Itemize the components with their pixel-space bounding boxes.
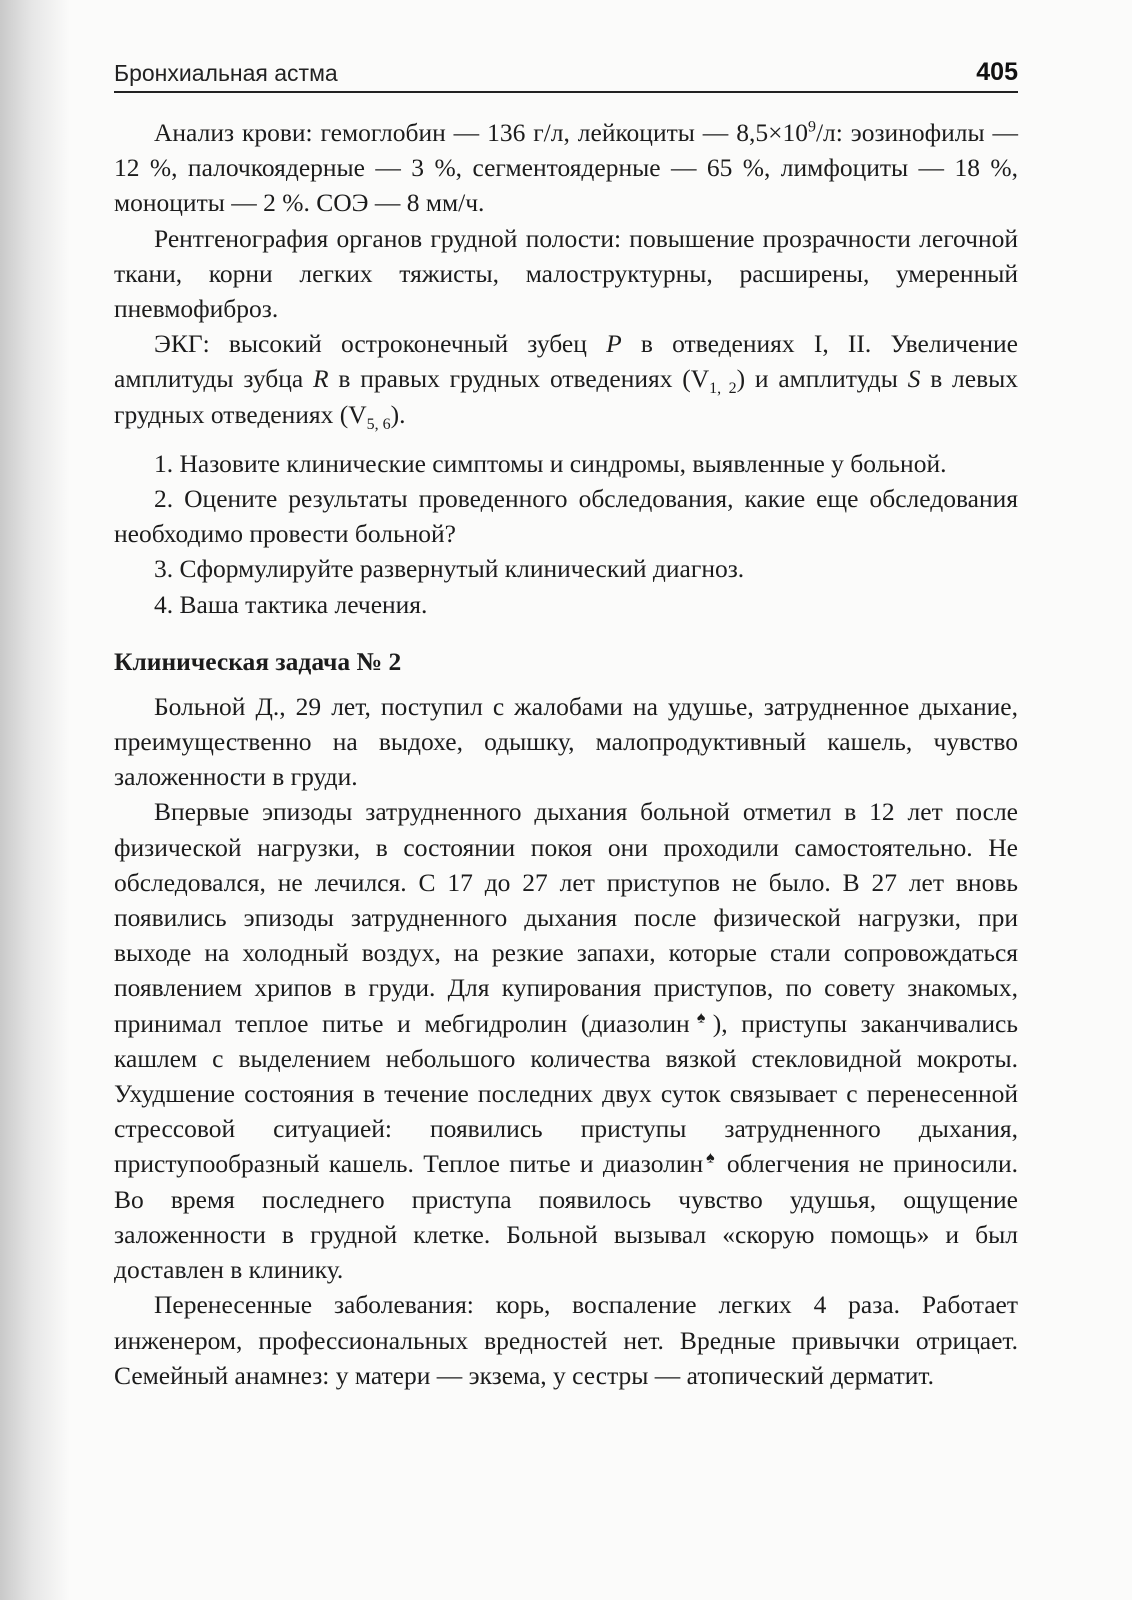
page-body (114, 115, 1018, 1393)
spacer (114, 432, 1018, 446)
complaints-paragraph: Больной Д., 29 лет, поступил с жалобами на удушье, затрудненное дыхание, преимущественно на выдохе, одышку, малопродуктивный кашель, чувство заложенности в груди. (114, 691, 1018, 792)
superscript: 9 (807, 118, 816, 136)
drug-mark: ♠ (689, 1009, 713, 1027)
question-item: 4. Ваша тактика лечения. (154, 589, 428, 619)
drug-mark: ♠ (703, 1149, 718, 1167)
xray-paragraph: Рентгенография органов грудной полости: повышение прозрачности легочной ткани, корни легких тяжисты, малоструктурны, расширены, умеренный пневмофиброз. (114, 223, 1018, 324)
page-edge-shadow (0, 0, 70, 1600)
task-heading: Клиническая задача № 2 (114, 646, 402, 676)
question-item: 3. Сформулируйте развернутый клинический диагноз. (154, 554, 745, 584)
page-header (114, 58, 1018, 93)
question-item: 1. Назовите клинические симптомы и синдромы, выявленные у больной. (154, 448, 947, 478)
ecg-paragraph: ЭКГ: высокий остроконечный зубец P в отведениях I, II. Увеличение амплитуды зубца R в правых грудных отведениях $(V_{1, 2})$ и амплитуды S в левых грудных отведениях $(V_{5, 6})$. (114, 329, 1019, 433)
history-paragraph: Впервые эпизоды затрудненного дыхания больной отметил в 12 лет после физической нагрузки, в состоянии покоя они проходили самостоятельно. Не обследовался, не лечился. С 17 до 27 лет приступов не было. В 27 лет вновь появились эпизоды затрудненного дыхания после физической нагрузки, при выходе на холодный воздух, на резкие запахи, которые стали сопровождаться появлением хрипов в груди. Для купирования приступов, по совету знакомых, принимал теплое питье и мебгидролин (диазолин♠), приступы заканчивались кашлем с выделением небольшого количества вязкой стекловидной мокроты. Ухудшение состояния в течение последних двух суток связывает с перенесенной стрессовой ситуацией: появились приступы затрудненного дыхания, приступообразный кашель. Теплое питье и диазолин♠ облегчения не приносили. Во время последнего приступа появилось чувство удушья, ощущение заложенности в грудной клетке. Больной вызывал «скорую помощь» и был доставлен в клинику. (114, 797, 1019, 1285)
question-list (114, 446, 1018, 622)
running-title: Бронхиальная астма (114, 60, 338, 86)
past-history-paragraph: Перенесенные заболевания: корь, воспаление легких 4 раза. Работает инженером, профессиональных вредностей нет. Вредные привычки отрицает. Семейный анамнез: у матери — экзема, у сестры — атопический дерматит. (114, 1290, 1018, 1390)
question-item: 2. Оцените результаты проведенного обследования, какие еще обследования необходимо провести больной? (114, 484, 1018, 549)
book-page (114, 58, 1018, 1393)
page-number: 405 (976, 58, 1018, 86)
blood-test-paragraph: Анализ крови: гемоглобин — 136 г/л, лейкоциты — $8,5\times 10^9/л$: эозинофилы — 12 %, палочкоядерные — 3 %, сегментоядерные — 65 %, лимфоциты — 18 %, моноциты — 2 %. СОЭ — 8 мм/ч. (114, 118, 1018, 218)
